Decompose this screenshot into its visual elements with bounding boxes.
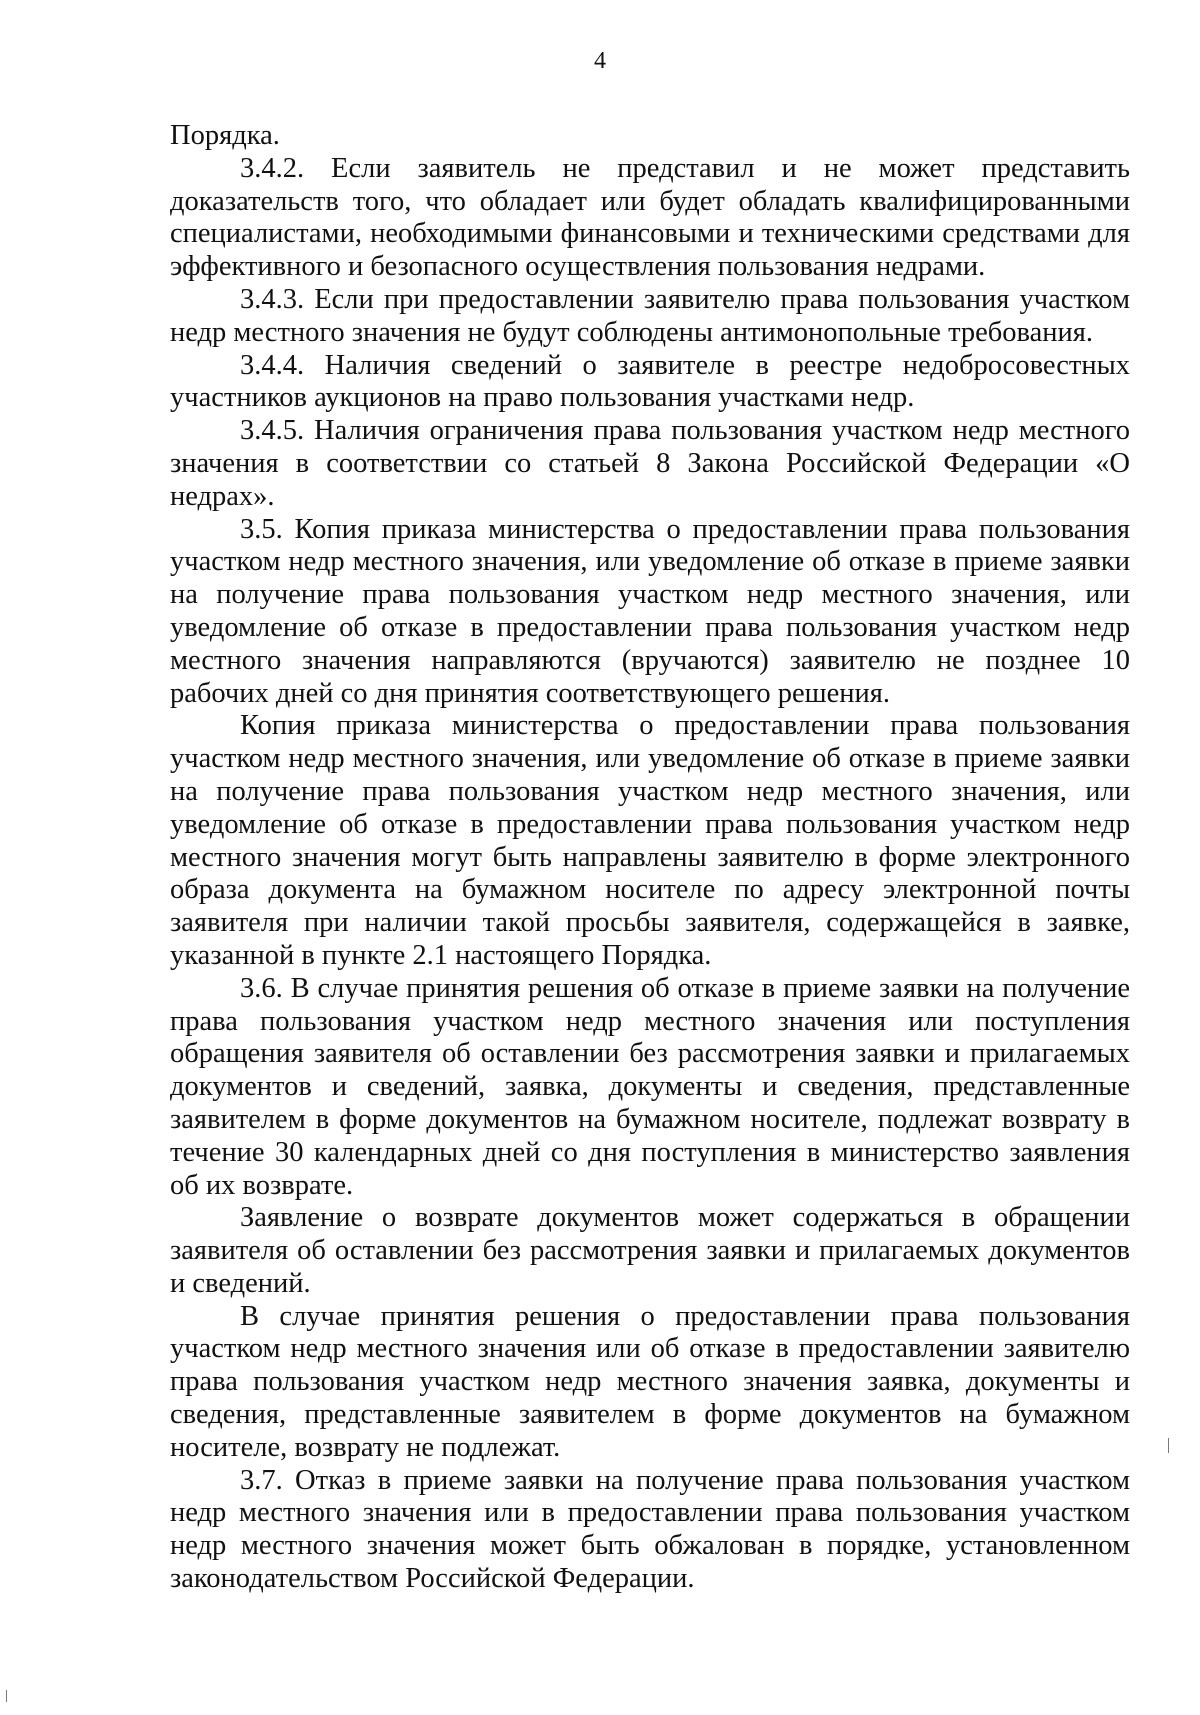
scan-margin-mark: [1168, 1438, 1169, 1453]
paragraph-3-4-4: 3.4.4. Наличия сведений о заявителе в реестре недобросовестных участников аукционов на право пользования участками недр.: [170, 349, 1130, 414]
page-number: 4: [594, 48, 606, 74]
paragraph-3-5-copy-notice: Копия приказа министерства о предоставлении права пользования участком недр местного значения, или уведомление об отказе в приеме заявки на получение права пользования участком недр местного значения, или уведомление об отказе в предоставлении права пользования участком недр местного значения могут быть направлены заявителю в форме электронного образа документа на бумажном носителе по адресу электронной почты заявителя при наличии такой просьбы заявителя, содержащейся в заявке, указанной в пункте 2.1 настоящего Порядка.: [170, 710, 1130, 971]
scan-corner-mark: [6, 1690, 7, 1702]
paragraph-3-4-5: 3.4.5. Наличия ограничения права пользования участком недр местного значения в соответствии со статьей 8 Закона Российской Федерации «О недрах».: [170, 415, 1130, 512]
paragraph-continuation: Порядка.: [170, 120, 280, 151]
paragraph-3-4-2: 3.4.2. Если заявитель не представил и не может представить доказательств того, что обладает или будет обладать квалифицированными специалистами, необходимыми финансовыми и техническими средствами для эффективного и безопасного осуществления пользования недрами.: [170, 152, 1130, 283]
paragraph-3-6: 3.6. В случае принятия решения об отказе в приеме заявки на получение права пользования участком недр местного значения или поступления обращения заявителя об оставлении без рассмотрения заявки и прилагаемых документов и сведений, заявка, документы и сведения, представленные заявителем в форме документов на бумажном носителе, подлежат возврату в течение 30 календарных дней со дня поступления в министерство заявления об их возврате.: [170, 972, 1130, 1201]
document-body: [170, 120, 1130, 1596]
paragraph-3-6-return-request: Заявление о возврате документов может содержаться в обращении заявителя об оставлении без рассмотрения заявки и прилагаемых документов и сведений.: [170, 1202, 1130, 1299]
paragraph-3-6-no-return: В случае принятия решения о предоставлении права пользования участком недр местного значения или об отказе в предоставлении заявителю права пользования участком недр местного значения заявка, документы и сведения, представленные заявителем в форме документов на бумажном носителе, возврату не подлежат.: [170, 1300, 1130, 1463]
paragraph-3-4-3: 3.4.3. Если при предоставлении заявителю права пользования участком недр местного значения не будут соблюдены антимонопольные требования.: [170, 283, 1130, 348]
paragraph-3-7: 3.7. Отказ в приеме заявки на получение права пользования участком недр местного значения или в предоставлении права пользования участком недр местного значения может быть обжалован в порядке, установленном законодательством Российской Федерации.: [170, 1464, 1130, 1595]
paragraph-3-5: 3.5. Копия приказа министерства о предоставлении права пользования участком недр местного значения, или уведомление об отказе в приеме заявки на получение права пользования участком недр местного значения, или уведомление об отказе в предоставлении права пользования участком недр местного значения направляются (вручаются) заявителю не позднее 10 рабочих дней со дня принятия соответствующего решения.: [170, 513, 1130, 709]
